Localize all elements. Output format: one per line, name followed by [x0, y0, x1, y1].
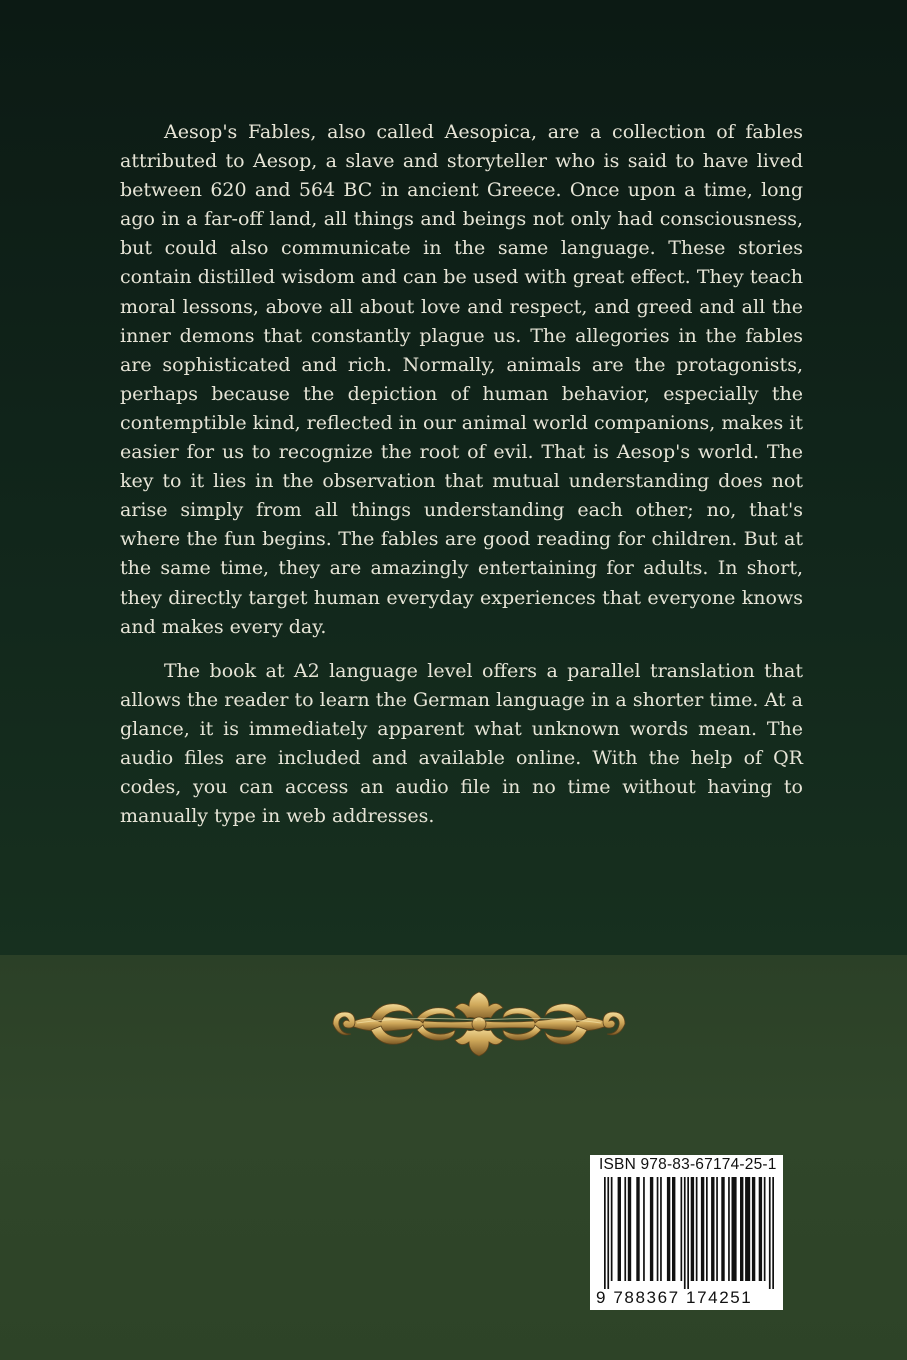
barcode-bars-icon — [604, 1177, 774, 1289]
barcode-bar — [696, 1177, 698, 1281]
barcode-bar — [657, 1177, 659, 1281]
barcode-bar — [716, 1177, 718, 1281]
barcode-digits: 9 788367 174251 — [596, 1288, 753, 1307]
barcode-bar — [628, 1177, 631, 1281]
isbn-barcode — [590, 1155, 783, 1310]
barcode-bar — [691, 1177, 694, 1281]
barcode-bar — [772, 1177, 774, 1289]
barcode-bar — [752, 1177, 755, 1281]
barcode-bar — [611, 1177, 613, 1281]
barcode-bar — [769, 1177, 771, 1289]
barcode-bar — [687, 1177, 689, 1289]
barcode-bar — [624, 1177, 626, 1281]
barcode-bar — [745, 1177, 750, 1281]
barcode-bar — [740, 1177, 743, 1281]
barcode-bar — [764, 1177, 766, 1281]
barcode-bar — [701, 1177, 704, 1281]
barcode-bar — [681, 1177, 683, 1281]
barcode-bar — [684, 1177, 686, 1289]
barcode-bar — [728, 1177, 730, 1281]
barcode-bar — [650, 1177, 653, 1281]
barcode-bar — [721, 1177, 724, 1281]
barcode-bar — [732, 1177, 737, 1281]
barcode-bar — [672, 1177, 675, 1281]
barcode-bar — [660, 1177, 662, 1281]
barcode-bar — [604, 1177, 606, 1289]
barcode-bar — [711, 1177, 714, 1281]
barcode-bar — [643, 1177, 645, 1281]
barcode-bar — [618, 1177, 621, 1281]
blurb-paragraph-1: Aesop's Fables, also called Aesopica, are a collection of fables attributed to Aesop, a slave and storyteller who is said to have lived between 620 and 564 BC in ancient Greece. Once upon a time, long ago in a far-off land, all things and beings not only had consciousness, but could also communicate in the same language. These stories contain distilled wisdom and can be used with great effect. They teach moral lessons, above all about love and respect, and greed and all the inner demons that constantly plague us. The allegories in the fables are sophisticated and rich. Normally, animals are the protagonists, perhaps because the depiction of human behavior, especially the contemptible kind, reflected in our animal world companions, makes it easier for us to recognize the root of evil. That is Aesop's world. The key to it lies in the observation that mutual understanding does not arise simply from all things understanding each other; no, that's where the fun begins. The fables are good reading for children. But at the same time, they are amazingly entertaining for adults. In short, they directly target human everyday experiences that everyone knows and makes every day. — [120, 121, 803, 638]
barcode-bar — [636, 1177, 639, 1281]
gold-scroll-ornament-icon — [327, 988, 631, 1060]
blurb-text — [120, 118, 803, 831]
barcode-bar — [706, 1177, 708, 1281]
blurb-paragraph-2: The book at A2 language level offers a parallel translation that allows the reader to learn the German language in a shorter time. At a glance, it is immediately apparent what unknown words mean. The audio files are included and available online. With the help of QR codes, you can access an audio file in no time without having to manually type in web addresses. — [120, 659, 803, 828]
barcode-bar — [759, 1177, 762, 1281]
isbn-label: ISBN 978-83-67174-25-1 — [599, 1156, 777, 1173]
barcode-bar — [607, 1177, 609, 1289]
barcode-bar — [667, 1177, 670, 1281]
